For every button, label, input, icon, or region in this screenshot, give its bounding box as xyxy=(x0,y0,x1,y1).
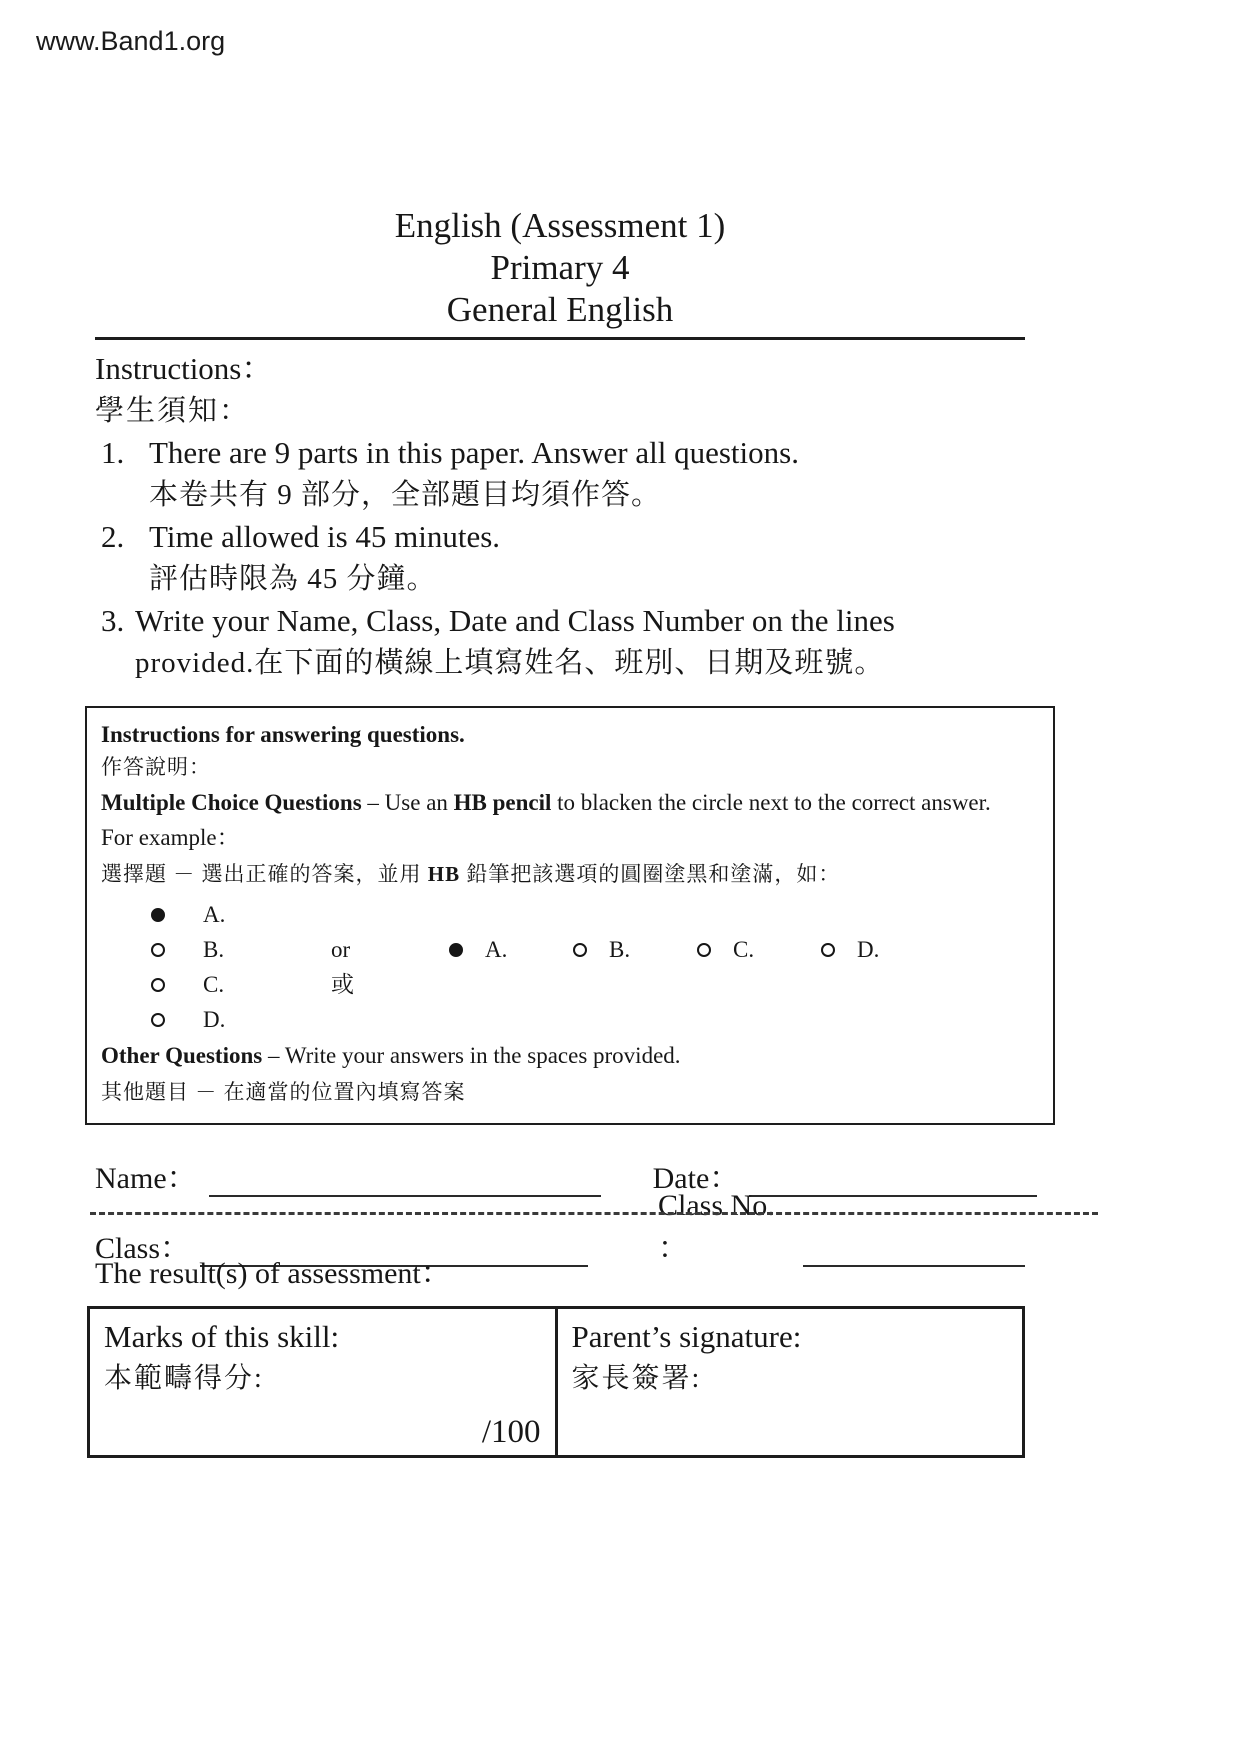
instruction-text-zh: 評估時限為 45 分鐘。 xyxy=(149,563,437,595)
marks-cell xyxy=(89,1308,557,1457)
instruction-text-zh: provided.在下面的橫線上填寫姓名、班別、日期及班號。 xyxy=(135,647,885,679)
signature-label-zh: 家長簽署: xyxy=(571,1363,702,1394)
box-title-zh: 作答說明： xyxy=(101,755,211,779)
answering-instructions-box xyxy=(85,706,1055,1125)
class-label: Class： xyxy=(95,1232,191,1265)
hb-pencil-label: HB pencil xyxy=(453,790,552,815)
result-heading: The result(s) of assessment： xyxy=(95,1257,451,1290)
table-row xyxy=(89,1308,1024,1457)
title-divider xyxy=(95,337,1025,340)
instruction-text-zh: 本卷共有 9 部分，全部題目均須作答。 xyxy=(149,479,662,511)
site-watermark: www.Band1.org xyxy=(36,26,226,56)
empty-circle-icon xyxy=(151,978,165,992)
other-questions-label: Other Questions xyxy=(101,1043,263,1068)
marks-total: /100 xyxy=(481,1414,541,1450)
date-label: Date： xyxy=(652,1162,740,1195)
name-label: Name： xyxy=(95,1162,197,1195)
or-label: or xyxy=(331,937,351,962)
example-row-a: A. xyxy=(101,897,1039,932)
or-label-zh: 或 xyxy=(331,972,354,997)
title-line-1: English (Assessment 1) xyxy=(394,206,726,245)
empty-circle-icon xyxy=(151,1013,165,1027)
empty-circle-icon xyxy=(573,943,587,957)
name-blank-line xyxy=(209,1161,601,1197)
page-content xyxy=(95,0,1025,1267)
example-row-d: D. xyxy=(101,1002,1039,1037)
filled-circle-icon xyxy=(151,908,165,922)
example-row-b: B. or A. B. C. D. xyxy=(101,932,1039,967)
answer-example xyxy=(101,897,1039,1037)
example-row-c: C. 或 xyxy=(101,967,1039,1002)
empty-circle-icon xyxy=(821,943,835,957)
result-table xyxy=(87,1306,1025,1458)
name-date-row xyxy=(95,1151,1025,1197)
title-line-2: Primary 4 xyxy=(490,248,630,287)
instructions-section xyxy=(95,348,1025,684)
horizontal-example: A. B. C. D. xyxy=(449,933,945,966)
instruction-item-3 xyxy=(95,600,1025,642)
other-questions-line: Other Questions – Write your answers in the spaces provided. xyxy=(101,1043,681,1068)
instruction-number: 1. xyxy=(101,435,125,470)
for-example-line: For example： xyxy=(101,825,240,850)
other-questions-line-zh: 其他題目 － 在適當的位置內填寫答案 xyxy=(101,1080,466,1104)
empty-circle-icon xyxy=(151,943,165,957)
mcq-instruction-line: Multiple Choice Questions – Use an HB pencil to blacken the circle next to the correct answer. xyxy=(101,790,991,815)
title-block xyxy=(95,0,1025,331)
marks-label-zh: 本範疇得分: xyxy=(104,1363,264,1394)
signature-label: Parent’s signature: xyxy=(571,1319,802,1354)
instruction-text-en: Time allowed is 45 minutes. xyxy=(149,519,501,554)
dashed-divider xyxy=(90,1212,1098,1215)
box-title: Instructions for answering questions. xyxy=(101,722,465,747)
instruction-item-2 xyxy=(95,516,1025,558)
title-line-3: General English xyxy=(446,290,674,329)
filled-circle-icon xyxy=(449,943,463,957)
class-no-label: Class No. ： xyxy=(658,1189,775,1265)
instruction-number: 3. xyxy=(101,603,125,638)
instruction-text-en: There are 9 parts in this paper. Answer all questions. xyxy=(149,435,799,470)
instructions-heading-zh: 學生須知： xyxy=(95,395,251,427)
instruction-number: 2. xyxy=(101,519,125,554)
instruction-item-1 xyxy=(95,432,1025,474)
instructions-heading-en: Instructions： xyxy=(95,351,273,386)
result-section xyxy=(95,1248,1030,1458)
marks-label: Marks of this skill: xyxy=(104,1319,340,1354)
empty-circle-icon xyxy=(697,943,711,957)
signature-cell xyxy=(556,1308,1024,1457)
instruction-text-en: Write your Name, Class, Date and Class Number on the lines xyxy=(135,603,895,638)
mcq-label: Multiple Choice Questions xyxy=(101,790,362,815)
mcq-instruction-line-zh: 選擇題 － 選出正確的答案，並用 HB 鉛筆把該選項的圓圈塗黑和塗滿，如： xyxy=(101,862,841,886)
